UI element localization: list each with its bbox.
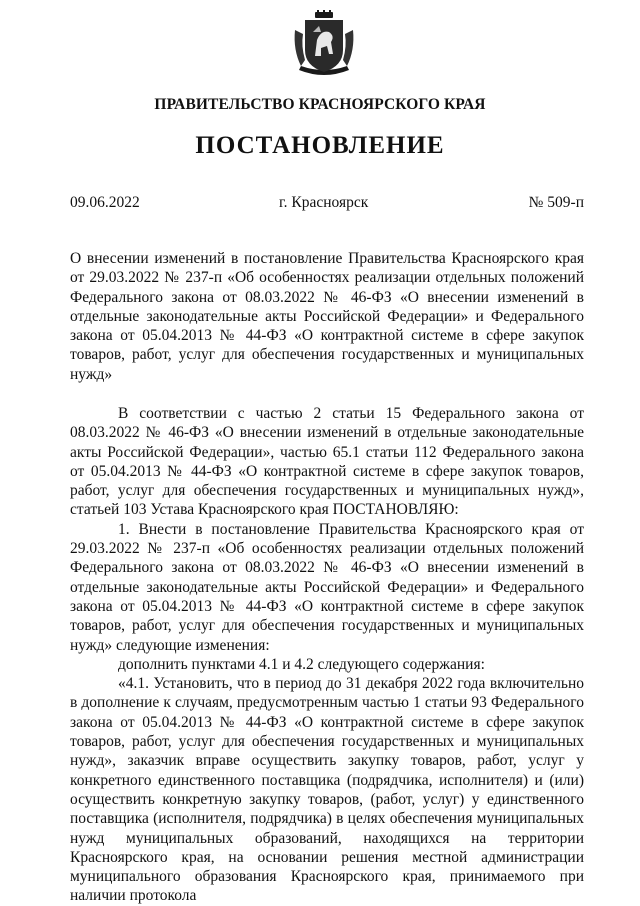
document-city: г. Красноярск: [279, 194, 369, 211]
document-number: № 509-п: [528, 194, 584, 211]
supplement-paragraph: дополнить пунктами 4.1 и 4.2 следующего содержания:: [118, 655, 485, 673]
preamble-paragraph: В соответствии с частью 2 статьи 15 Федерального закона от 08.03.2022 № 46-ФЗ «О внесении изменений в отдельные законодательные акты Российской Федерации», частью 65.1 статьи 112 Федерального закона от 05.04.2013 № 44-ФЗ «О контрактной системе в сфере закупок товаров, работ, услуг для обеспечения государственных и муниципальных нужд», статьей 103 Устава Красноярского края ПОСТАНОВЛЯЮ:: [70, 405, 584, 519]
document-type: ПОСТАНОВЛЕНИЕ: [195, 132, 445, 159]
coat-of-arms-icon: [291, 10, 357, 80]
point-4-1-paragraph: «4.1. Установить, что в период до 31 декабря 2022 года включительно в дополнение к случаям, предусмотренным частью 1 статьи 93 Федерального закона от 05.04.2013 № 44-ФЗ «О контрактной системе в сфере закупок товаров, работ, услуг для обеспечения государственных и муниципальных нужд», заказчик вправе осуществить закупку товаров, работ, услуг у конкретного единственного поставщика (подрядчика, исполнителя) и (или) осуществить конкретную закупку товаров, (работ, услуг) у единственного поставщика (исполнителя, подрядчика) в целях обеспечения муниципальных нужд муниципальных образований, находящихся на территории Красноярского края, на основании решения местной администрации муниципального образования Красноярского края, принимаемого при наличии протокола: [70, 675, 584, 905]
document-subject: О внесении изменений в постановление Правительства Красноярского края от 29.03.2022 № 237-п «Об особенностях реализации отдельных положений Федерального закона от 08.03.2022 № 46-ФЗ «О внесении изменений в отдельные законодательные акты Российской Федерации» и Федерального закона от 05.04.2013 № 44-ФЗ «О контрактной системе в сфере закупок товаров, работ, услуг для обеспечения государственных и муниципальных нужд»: [70, 250, 584, 383]
item-1-paragraph: 1. Внести в постановление Правительства Красноярского края от 29.03.2022 № 237-п «Об особенностях реализации отдельных положений Федерального закона от 08.03.2022 № 46-ФЗ «О внесении изменений в отдельные законодательные акты Российской Федерации» и Федерального закона от 05.04.2013 № 44-ФЗ «О контрактной системе в сфере закупок товаров, работ, услуг для обеспечения государственных и муниципальных нужд» следующие изменения:: [70, 520, 584, 654]
document-body: [70, 404, 584, 906]
organization-name: ПРАВИТЕЛЬСТВО КРАСНОЯРСКОГО КРАЯ: [154, 96, 486, 113]
document-date: 09.06.2022: [70, 194, 140, 211]
